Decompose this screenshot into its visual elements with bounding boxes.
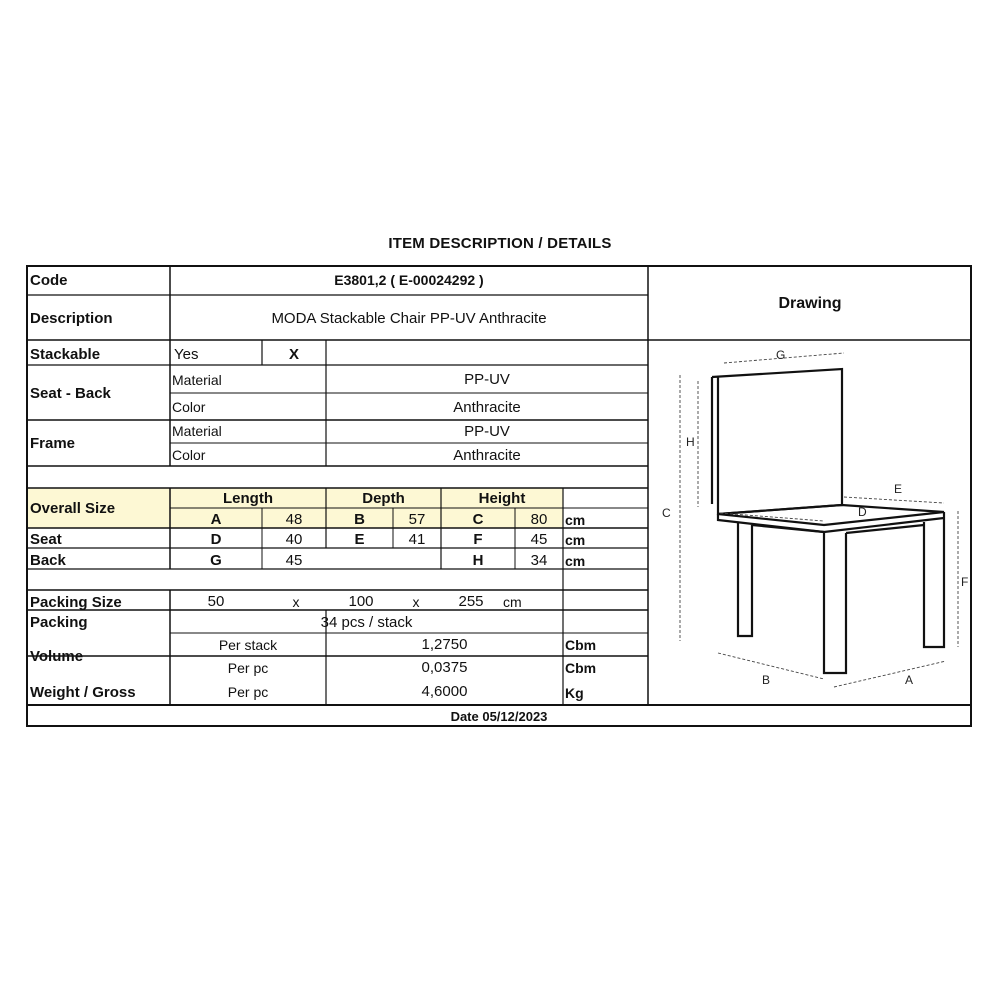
overall-height-key: C [472,511,484,528]
weight-per-pc-label: Per pc [227,684,269,700]
dim-label-e: E [894,482,903,496]
packing-size-height: 255 [458,593,484,610]
packing-value: 34 pcs / stack [320,614,413,631]
overall-length-value: 48 [285,511,303,528]
overall-height-value: 80 [530,511,548,528]
sheet-title: ITEM DESCRIPTION / DETAILS [388,235,612,252]
frame-material: PP-UV [464,423,510,440]
overall-length-key: A [210,511,222,528]
dim-label-b: B [762,673,771,687]
dim-label-h: H [686,435,695,449]
seat-label: Seat [30,531,62,548]
stackable-yes: Yes [174,346,199,363]
overall-depth-value: 57 [408,511,426,528]
volume-unit-stack: Cbm [565,637,597,653]
seat-depth-key: E [354,531,365,548]
depth-header: Depth [362,490,405,507]
volume-per-stack-label: Per stack [218,637,278,653]
code-value: E3801,2 ( E-00024292 ) [334,272,484,288]
description-value: MODA Stackable Chair PP-UV Anthracite [271,310,547,327]
item-details-table [26,265,972,727]
frame-material-label: Material [172,423,222,439]
stackable-label: Stackable [30,346,101,363]
dim-label-c: C [662,506,671,520]
overall-depth-key: B [354,511,365,528]
description-label: Description [30,310,113,327]
volume-label: Volume [30,648,84,665]
dim-label-f: F [961,575,969,589]
seat-back-material: PP-UV [464,371,510,388]
length-header: Length [223,490,273,507]
stackable-mark: X [288,346,299,363]
packing-label: Packing [30,614,88,631]
seat-depth-value: 41 [408,531,426,548]
frame-color: Anthracite [453,447,521,464]
packing-size-depth: 100 [348,593,374,610]
seat-height-value: 45 [530,531,548,548]
seat-height-key: F [473,531,483,548]
seat-length-key: D [210,531,222,548]
weight-unit: Kg [565,685,584,701]
dim-label-a: A [905,673,914,687]
back-length-value: 45 [285,552,303,569]
back-label: Back [30,552,66,569]
frame-color-label: Color [172,447,206,463]
volume-per-pc: 0,0375 [421,659,468,676]
packing-size-unit: cm [503,594,522,610]
dim-label-g: G [776,348,786,362]
height-header: Height [478,490,526,507]
chair-outline [712,369,944,673]
date-footer: Date 05/12/2023 [450,709,548,724]
dim-label-d: D [858,505,867,519]
code-label: Code [30,272,68,289]
seat-unit: cm [565,532,586,548]
drawing-heading: Drawing [778,295,842,312]
seat-back-material-label: Material [172,372,222,388]
seat-length-value: 40 [285,531,303,548]
packing-size-label: Packing Size [30,594,122,611]
weight-value: 4,6000 [421,683,468,700]
overall-unit: cm [565,512,586,528]
volume-per-stack: 1,2750 [421,636,468,653]
overall-size-label: Overall Size [30,500,116,517]
seat-back-color: Anthracite [453,399,521,416]
back-height-key: H [472,552,484,569]
seat-back-label: Seat - Back [30,385,111,402]
packing-size-x2: x [412,594,420,610]
back-height-value: 34 [530,552,548,569]
back-length-key: G [210,552,222,569]
chair-dimension-drawing [648,341,972,705]
volume-unit-pc: Cbm [565,660,597,676]
packing-size-length: 50 [207,593,225,610]
back-unit: cm [565,553,586,569]
packing-size-x1: x [292,594,300,610]
frame-label: Frame [30,435,76,452]
weight-label: Weight / Gross [30,684,136,701]
volume-per-pc-label: Per pc [227,660,269,676]
seat-back-color-label: Color [172,399,206,415]
